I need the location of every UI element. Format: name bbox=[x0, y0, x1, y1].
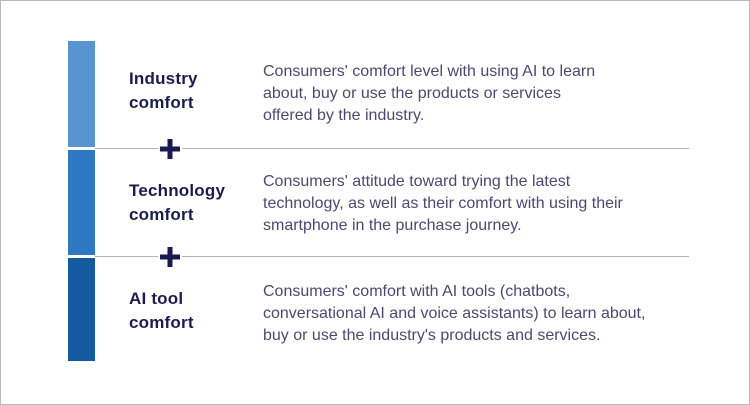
bar-segment-technology-comfort bbox=[68, 150, 95, 255]
bar-segment-industry-comfort bbox=[68, 41, 95, 147]
description-line: Consumers' comfort with AI tools (chatbots, bbox=[263, 283, 571, 300]
row-title-line: comfort bbox=[129, 205, 194, 224]
description-line: buy or use the industry's products and services. bbox=[263, 327, 601, 344]
bar-segment-ai-tool-comfort bbox=[68, 258, 95, 361]
row-description-technology-comfort bbox=[263, 171, 683, 237]
plus-icon bbox=[156, 135, 184, 163]
row-description-ai-tool-comfort bbox=[263, 281, 683, 347]
row-title-line: comfort bbox=[129, 93, 194, 112]
row-title-line: Industry bbox=[129, 69, 198, 88]
row-divider bbox=[95, 148, 689, 149]
row-description-industry-comfort bbox=[263, 61, 683, 127]
description-line: offered by the industry. bbox=[263, 107, 425, 124]
description-line: about, buy or use the products or services bbox=[263, 85, 561, 102]
row-title-industry-comfort bbox=[129, 67, 251, 115]
description-line: Consumers' attitude toward trying the latest bbox=[263, 173, 571, 190]
row-divider bbox=[95, 256, 689, 257]
description-line: Consumers' comfort level with using AI to learn bbox=[263, 63, 596, 80]
description-line: smartphone in the purchase journey. bbox=[263, 217, 522, 234]
row-title-line: comfort bbox=[129, 313, 194, 332]
row-title-ai-tool-comfort bbox=[129, 287, 251, 335]
row-title-line: AI tool bbox=[129, 289, 184, 308]
row-title-technology-comfort bbox=[129, 179, 251, 227]
plus-icon bbox=[156, 243, 184, 271]
description-line: technology, as well as their comfort with using their bbox=[263, 195, 623, 212]
description-line: conversational AI and voice assistants) to learn about, bbox=[263, 305, 646, 322]
row-title-line: Technology bbox=[129, 181, 226, 200]
